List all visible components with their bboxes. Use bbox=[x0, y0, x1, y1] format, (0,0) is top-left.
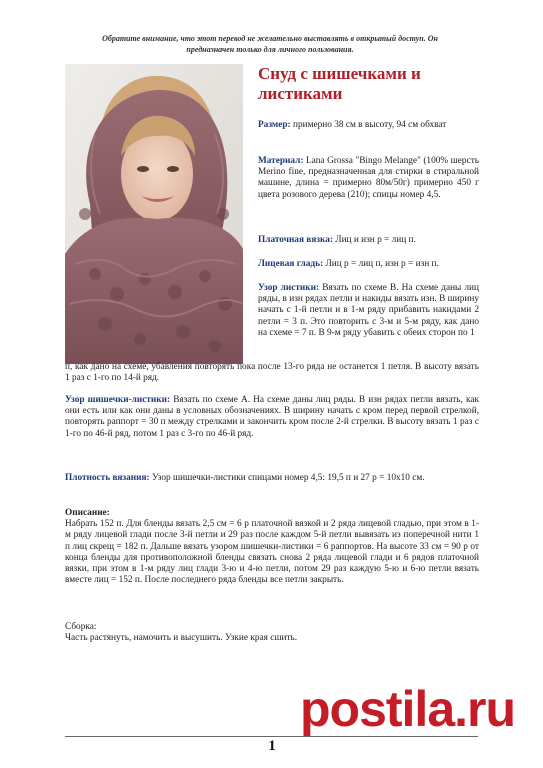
page-number: 1 bbox=[268, 738, 276, 754]
pattern-title: Снуд с шишечками и листиками bbox=[258, 64, 421, 103]
material-paragraph bbox=[258, 156, 479, 201]
leaves-paragraph-right bbox=[258, 283, 479, 339]
stockinette-text: Лиц р = лиц п, изн р = изн п. bbox=[323, 259, 439, 269]
woman-in-snood-illustration bbox=[65, 64, 243, 364]
leaves-label: Узор листики: bbox=[258, 283, 320, 293]
size-paragraph bbox=[258, 120, 479, 131]
garter-paragraph bbox=[258, 235, 479, 246]
assembly-label: Сборка: bbox=[65, 622, 97, 632]
gauge-text: Узор шишечки-листики спицами номер 4,5: 19,5 п и 27 р = 10х10 см. bbox=[149, 473, 425, 483]
size-label: Размер: bbox=[258, 120, 291, 130]
leaves-paragraph-continued: п, как дано на схеме, убавления повторять пока после 13-го ряда не останется 1 петля. В высоту вязать 1 раз с 1-го по 14-й ряд. bbox=[65, 362, 479, 384]
material-text: Lana Grossa "Bingo Melange" (100% шерсть Merino fine, предназначенная для стирки в стиральной машине, длина = примерно 80м/50г) примерно 450 г цвета розового дерева (210); спицы номер 4,5. bbox=[258, 156, 479, 200]
size-text: примерно 38 см в высоту, 94 см обхват bbox=[290, 120, 447, 130]
bobbles-text: Вязать по схеме A. На схеме даны лиц ряды. В изн рядах петли вязать, как они есть или как они даны в условных обозначениях. В ширину начать с кром перед первой стрелкой, повторять раппорт = 30 п между стрелками и закончить кром после 2-й стрелки. В высоту вязать 1 раз с 1-го по 46-й ряд, потом 1 раз с 3-го по 46-й ряд. bbox=[65, 395, 479, 439]
description-text: Набрать 152 п. Для бленды вязать 2,5 см = 6 р платочной вязкой и 2 ряда лицевой гладью, при этом в 1-м ряду лицевой глади после 3-й петли и 29 раз после каждом 5-й петли вывязать из поперечной нити 1 п лиц скрещ = 182 п. Дальше вязать узором шишечки-листики = 6 раппортов. На высоте 33 см = 90 р от конца бленды для противоположной бленды связать снова 2 ряда лицевой глади и 6 рядов платочной вязки, при этом в 1-м ряду лиц глади 3-ю и 4-ю петли, потом 29 раз каждую 5-ю и 6-ю петли вязать вместе лиц = 152 п. После последнего ряда бленды все петли закрыть. bbox=[65, 519, 479, 586]
assembly-text: Часть растянуть, намочить и высушить. Узкие края сшить. bbox=[65, 633, 298, 644]
gauge-label: Плотность вязания: bbox=[65, 473, 150, 483]
assembly-section bbox=[65, 622, 479, 644]
notice-line-2: предназначен только для личного пользования. bbox=[186, 45, 354, 54]
postila-watermark: postila.ru bbox=[300, 681, 516, 737]
footer-rule bbox=[65, 736, 478, 737]
material-label: Материал: bbox=[258, 156, 304, 166]
leaves-text: Вязать по схеме B. На схеме даны лиц ряды, в изн рядах петли и накиды вязать изн. В ширину начать с 1-й петли и в 1-м ряду прибавить накидами 2 петли = 3 п. Это повторить с 3-м и 5-м ряду, как дано на схеме = 7 п. В 9-м ряду убавить с обеих сторон по 1 bbox=[258, 283, 479, 338]
description-label: Описание: bbox=[65, 508, 110, 518]
description-section bbox=[65, 508, 479, 586]
gauge-paragraph bbox=[65, 473, 479, 484]
notice-line-1: Обратите внимание, что этот перевод не желательно выставлять в открытый доступ. Он bbox=[102, 34, 438, 43]
garter-label: Платочная вязка: bbox=[258, 235, 333, 245]
stockinette-label: Лицевая гладь: bbox=[258, 259, 324, 269]
bobbles-paragraph bbox=[65, 395, 479, 440]
stockinette-paragraph bbox=[258, 259, 479, 270]
garter-text: Лиц и изн р = лиц п. bbox=[332, 235, 416, 245]
copyright-notice bbox=[60, 33, 480, 55]
model-photo bbox=[65, 64, 243, 364]
bobbles-label: Узор шишечки-листики: bbox=[65, 395, 171, 405]
